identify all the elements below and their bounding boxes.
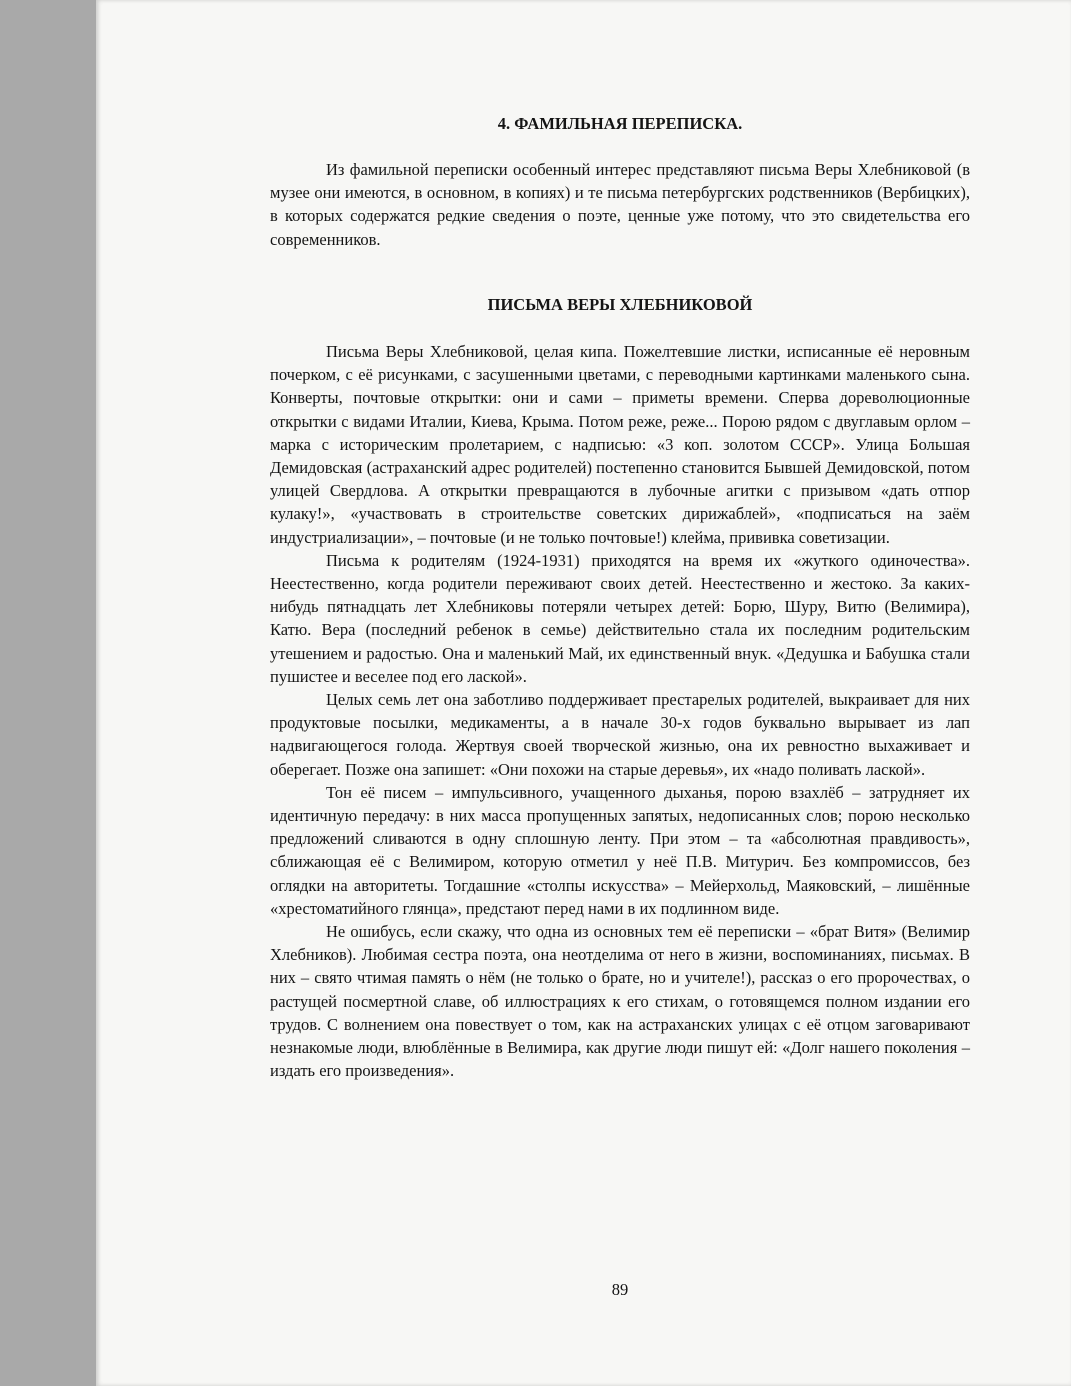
paragraph-5: Не ошибусь, если скажу, что одна из основных тем её переписки – «брат Витя» (Велимир Хлебников). Любимая сестра поэта, она неотделима от него в жизни, воспоминаниях, письмах. В них – свято чтимая память о нём (не только о брате, но и учителе!), рассказ о его пророчествах, о растущей посмертной славе, об иллюстрациях к его стихам, о готовящемся полном издании его трудов. С волнением она повествует о том, как на астраханских улицах с её отцом заговаривают незнакомые люди, влюблённые в Велимира, как другие люди пишут ей: «Долг нашего поколения – издать его произведения». [270,922,970,1081]
paragraph-2: Письма к родителям (1924-1931) приходятся на время их «жуткого одиночества». Неестественно, когда родители переживают своих детей. Неестественно и жестоко. За каких-нибудь пятнадцать лет Хлебниковы потеряли четырех детей: Борю, Шуру, Витю (Велимира), Катю. Вера (последний ребенок в семье) действительно стала их последним родительским утешением и радостью. Она и маленький Май, их единственный внук. «Дедушка и Бабушка стали пушистее и веселее под его лаской». [270,550,970,686]
section-title: 4. ФАМИЛЬНАЯ ПЕРЕПИСКА. [497,114,743,133]
intro-block [270,158,970,251]
paragraph-4: Тон её писем – импульсивного, учащенного дыханья, порою взахлёб – затрудняет их идентичную передачу: в них масса пропущенных запятых, недописанных слов; порою несколько предложений сливаются в одну сплошную ленту. При этом – та «абсолютная правдивость», сближающая её с Велимиром, которую отметил у неё П.В. Митурич. Без компромиссов, без оглядки на авторитеты. Тогдашние «столпы искусства» – Мейерхольд, Маяковский, – лишённые «хрестоматийного глянца», предстают перед нами в их подлинном виде. [270,782,970,918]
page-number: 89 [611,1280,629,1299]
body-text [270,340,970,1083]
intro-paragraph: Из фамильной переписки особенный интерес представляют письма Веры Хлебниковой (в музее они имеются, в основном, в копиях) и те письма петербургских родственников (Вербицких), в которых содержатся редкие сведения о поэте, ценные уже потому, что это свидетельства его современников. [270,160,970,249]
scan-margin [0,0,96,1386]
paragraph-1: Письма Веры Хлебниковой, целая кипа. Пожелтевшие листки, исписанные её неровным почерком, с её рисунками, с засушенными цветами, с переводными картинками маленького сына. Конверты, почтовые открытки: они и сами – приметы времени. Сперва дореволюционные открытки с видами Италии, Киева, Крыма. Потом реже, реже... Порою рядом с двуглавым орлом – марка с историческим пролетарием, с надписью: «3 коп. золотом СССР». Улица Большая Демидовская (астраханский адрес родителей) постепенно становится Бывшей Демидовской, потом улицей Свердлова. А открытки превращаются в лубочные агитки с призывом «дать отпор кулаку!», «участвовать в строительстве советских дирижаблей», «подписаться на заём индустриализации», – почтовые (и не только почтовые!) клейма, прививка советизации. [270,342,970,547]
paragraph-3: Целых семь лет она заботливо поддерживает престарелых родителей, выкраивает для них продуктовые посылки, медикаменты, а в начале 30-х годов буквально вырывает из лап надвигающегося голода. Жертвуя своей творческой жизнью, она их ревностно выхаживает и оберегает. Позже она запишет: «Они похожи на старые деревья», их «надо поливать лаской». [270,690,970,779]
subsection-title: ПИСЬМА ВЕРЫ ХЛЕБНИКОВОЙ [487,295,753,314]
book-page [96,0,1071,1386]
